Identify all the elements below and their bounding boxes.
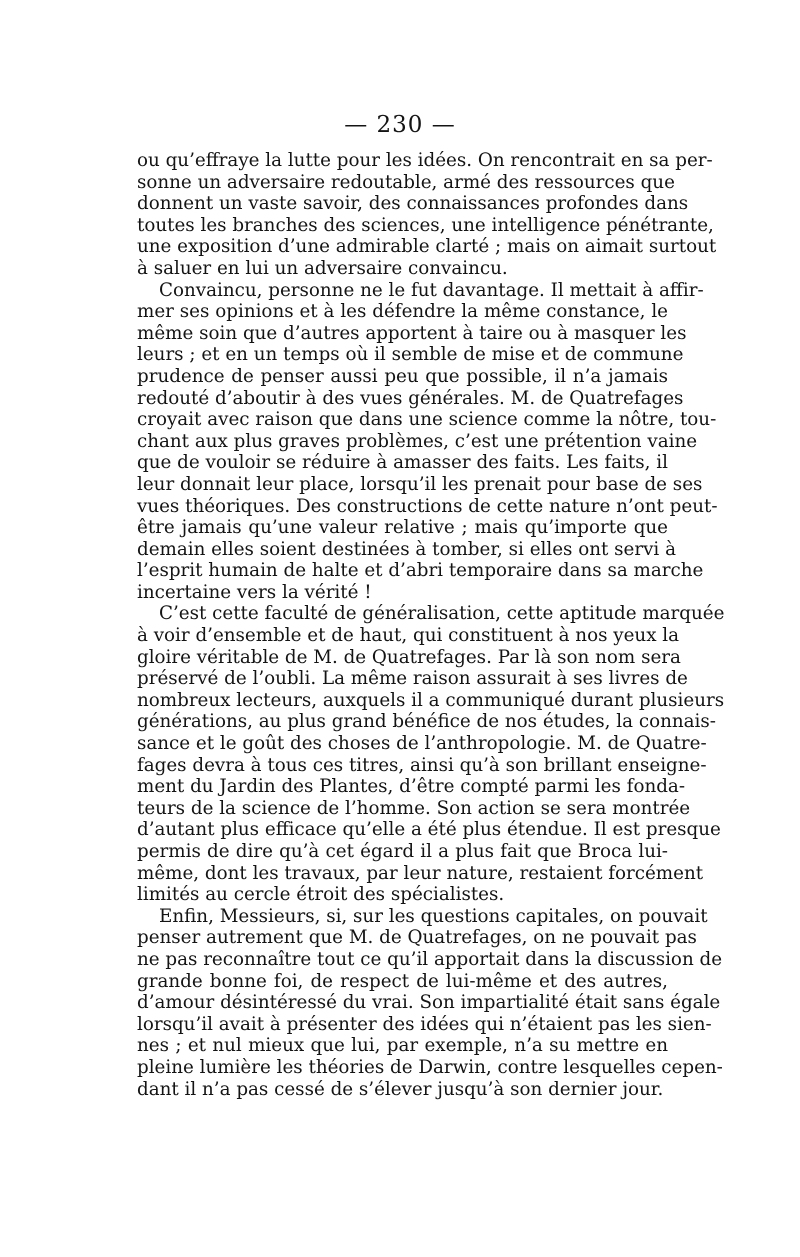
text-line: limités au cercle étroit des spécialistes. (137, 884, 505, 906)
text-line: prudence de penser aussi peu que possible, il n’a jamais (137, 365, 668, 387)
text-line: redouté d’aboutir à des vues générales. M. de Quatrefages (137, 387, 684, 409)
text-line: sonne un adversaire redoutable, armé des ressources que (137, 171, 675, 193)
paragraph (137, 279, 718, 604)
text-line: nombreux lecteurs, auxquels il a communiqué durant plusieurs (137, 689, 725, 711)
text-line: leurs ; et en un temps où il semble de mise et de commune (137, 344, 684, 366)
text-line: lorsqu’il avait à présenter des idées qui n’étaient pas les sien- (137, 1013, 712, 1035)
paragraph (137, 150, 717, 280)
text-line: que de vouloir se réduire à amasser des faits. Les faits, il (137, 452, 668, 474)
text-line: préservé de l’oubli. La même raison assurait à ses livres de (137, 668, 688, 690)
text-line: donnent un vaste savoir, des connaissances profondes dans (137, 193, 689, 215)
text-line: croyait avec raison que dans une science comme la nôtre, tou- (137, 409, 717, 431)
page-number: — 230 — (344, 112, 456, 138)
text-line: générations, au plus grand bénéfice de nos études, la connais- (137, 711, 716, 733)
text-line: toutes les branches des sciences, une intelligence pénétrante, (137, 214, 714, 236)
text-line: être jamais qu’une valeur relative ; mais qu’importe que (137, 517, 668, 539)
text-line: d’amour désintéressé du vrai. Son impartialité était sans égale (137, 992, 721, 1014)
text-line: teurs de la science de l’homme. Son action se sera montrée (137, 797, 691, 819)
text-line: chant aux plus graves problèmes, c’est une prétention vaine (137, 430, 698, 452)
text-line: grande bonne foi, de respect de lui-même et des autres, (137, 970, 668, 992)
text-line: d’autant plus efficace qu’elle a été plus étendue. Il est presque (137, 819, 721, 841)
paragraph (137, 905, 723, 1100)
text-line: incertaine vers la vérité ! (137, 581, 372, 603)
text-line: dant il n’a pas cessé de s’élever jusqu’à son dernier jour. (137, 1078, 664, 1100)
text-line: à voir d’ensemble et de haut, qui constituent à nos yeux la (137, 625, 680, 647)
text-line: leur donnait leur place, lorsqu’il les prenait pour base de ses (137, 473, 703, 495)
text-line: même soin que d’autres apportent à taire ou à masquer les (137, 322, 687, 344)
text-line: gloire véritable de M. de Quatrefages. Par là son nom sera (137, 646, 681, 668)
text-line: même, dont les travaux, par leur nature, restaient forcément (137, 862, 704, 884)
text-line: à saluer en lui un adversaire convaincu. (137, 257, 508, 279)
text-line: ment du Jardin des Plantes, d’être compté parmi les fonda- (137, 776, 686, 798)
text-line: sance et le goût des choses de l’anthropologie. M. de Quatre- (137, 733, 707, 755)
text-line: permis de dire qu’à cet égard il a plus fait que Broca lui- (137, 841, 668, 862)
text-line: ou qu’effraye la lutte pour les idées. On rencontrait en sa per- (137, 150, 713, 171)
text-line: Convaincu, personne ne le fut davantage. Il mettait à affir- (159, 279, 704, 301)
text-line: penser autrement que M. de Quatrefages, on ne pouvait pas (137, 927, 697, 949)
text-line: nes ; et nul mieux que lui, par exemple, n’a su mettre en (137, 1035, 668, 1057)
text-line: vues théoriques. Des constructions de cette nature n’ont peut- (137, 495, 718, 517)
text-line: pleine lumière les théories de Darwin, contre lesquelles cepen- (137, 1056, 723, 1078)
paragraph (137, 603, 725, 906)
text-line: ne pas reconnaître tout ce qu’il apportait dans la discussion de (137, 948, 723, 970)
body-text (137, 150, 725, 1100)
text-line: Enfin, Messieurs, si, sur les questions capitales, on pouvait (159, 905, 708, 927)
text-line: une exposition d’une admirable clarté ; mais on aimait surtout (137, 236, 717, 258)
text-line: fages devra à tous ces titres, ainsi qu’à son brillant enseigne- (137, 754, 707, 776)
text-line: demain elles soient destinées à tomber, si elles ont servi à (137, 538, 676, 560)
text-line: C’est cette faculté de généralisation, cette aptitude marquée (159, 603, 725, 625)
text-line: l’esprit humain de halte et d’abri temporaire dans sa marche (137, 560, 704, 582)
text-line: mer ses opinions et à les défendre la même constance, le (137, 301, 668, 323)
